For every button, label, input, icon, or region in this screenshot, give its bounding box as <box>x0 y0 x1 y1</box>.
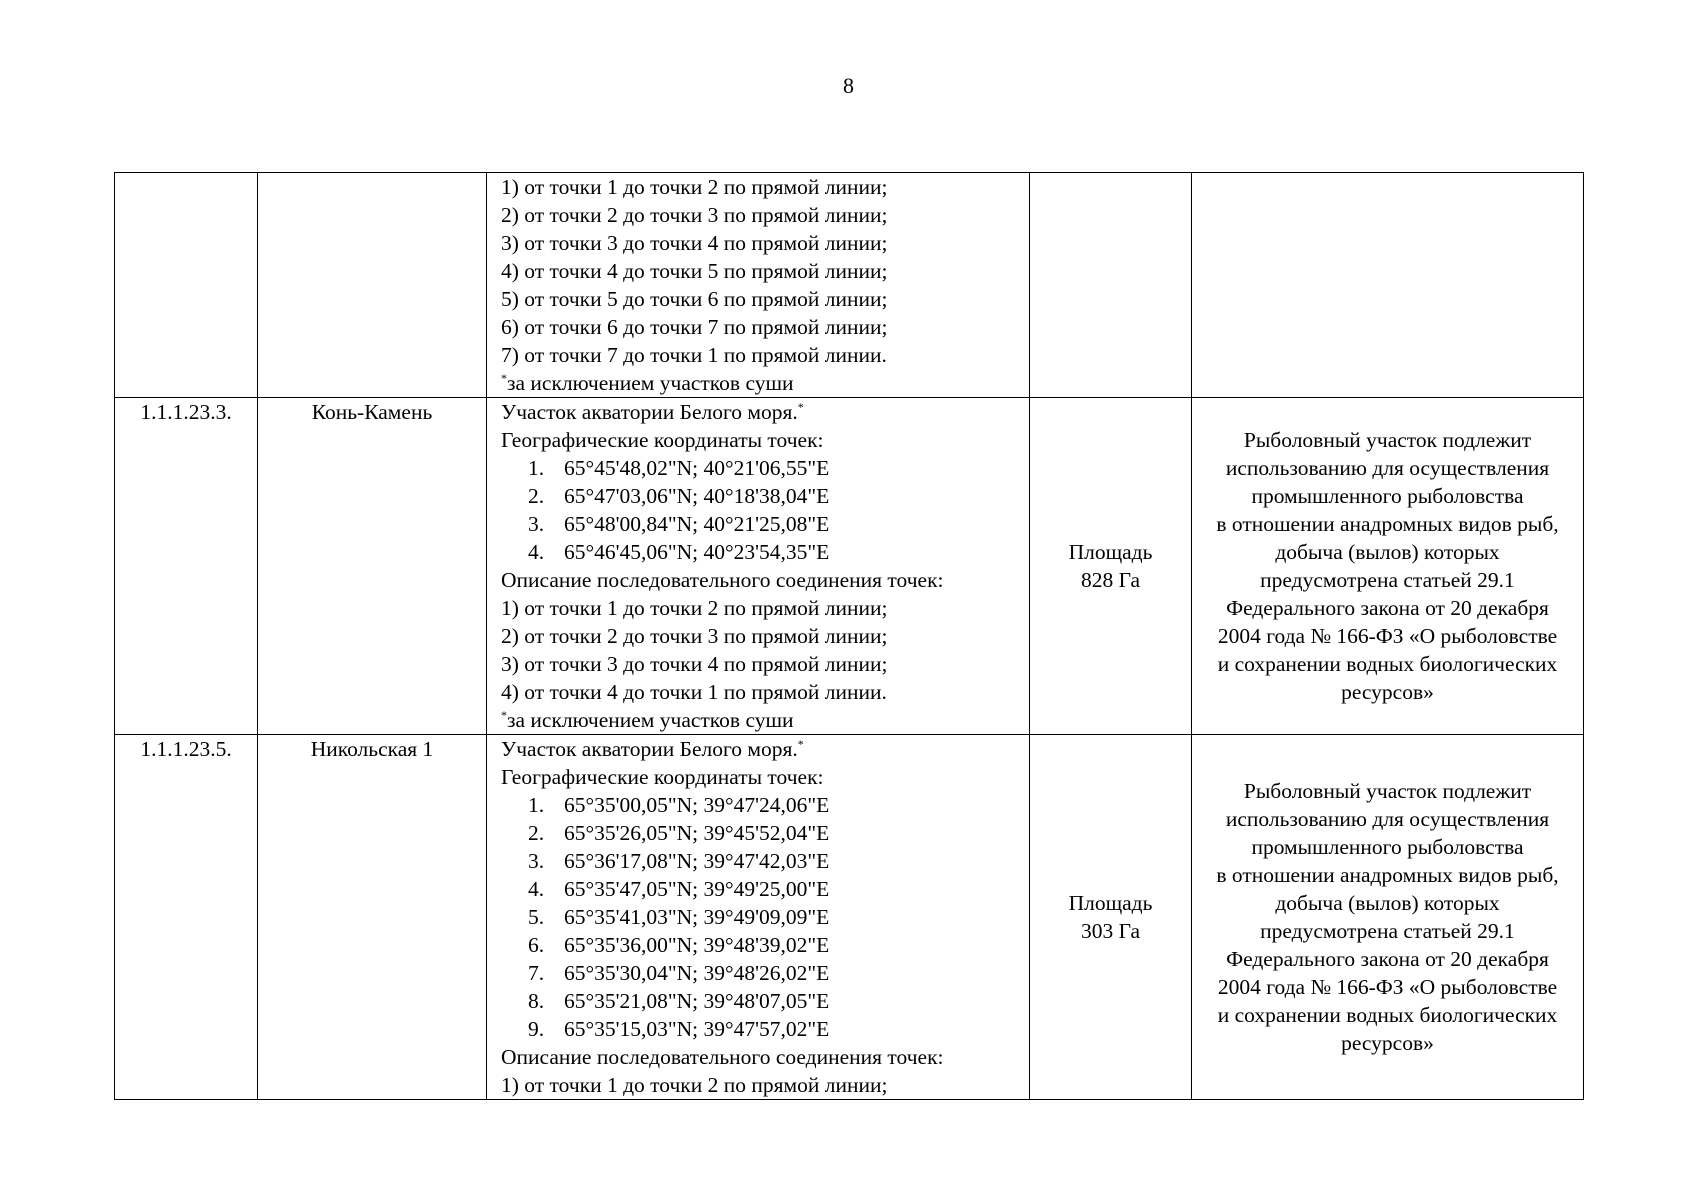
footnote-line <box>501 369 1025 397</box>
row-number-cell: 1.1.1.23.5. <box>115 735 258 1100</box>
coordinate-value: 65°35'15,03"N; 39°47'57,02"E <box>564 1017 830 1041</box>
coordinate-item <box>501 903 1025 931</box>
fishing-areas-table <box>114 172 1584 1100</box>
coordinate-item <box>501 454 1025 482</box>
purpose-line: Рыболовный участок подлежит <box>1243 779 1532 803</box>
purpose-line: и сохранении водных биологических <box>1217 652 1558 676</box>
footnote-line <box>501 706 1025 734</box>
footnote-mark: * <box>797 736 804 751</box>
coordinate-value: 65°36'17,08"N; 39°47'42,03"E <box>564 849 830 873</box>
area-description-cell <box>487 173 1030 398</box>
purpose-line: и сохранении водных биологических <box>1217 1003 1558 1027</box>
coordinate-index: 4. <box>528 877 545 901</box>
route-line: 3) от точки 3 до точки 4 по прямой линии; <box>501 652 888 676</box>
coordinate-item <box>501 931 1025 959</box>
purpose-line: в отношении анадромных видов рыб, <box>1216 512 1559 536</box>
footnote-text: за исключением участков суши <box>507 708 794 732</box>
table-row <box>115 398 1584 735</box>
purpose-line: Федерального закона от 20 декабря <box>1226 596 1549 620</box>
area-description-cell <box>487 398 1030 735</box>
area-title-text: Участок акватории Белого моря. <box>501 737 798 761</box>
coordinate-index: 2. <box>528 484 545 508</box>
coordinate-index: 6. <box>528 933 545 957</box>
route-line: 2) от точки 2 до точки 3 по прямой линии; <box>501 203 888 227</box>
purpose-line: предусмотрена статьей 29.1 <box>1260 568 1515 592</box>
coordinate-value: 65°35'36,00"N; 39°48'39,02"E <box>564 933 830 957</box>
coordinate-index: 2. <box>528 821 545 845</box>
route-line: 4) от точки 4 до точки 5 по прямой линии; <box>501 259 888 283</box>
coordinate-item <box>501 482 1025 510</box>
area-size-cell <box>1030 173 1192 398</box>
coordinate-value: 65°47'03,06"N; 40°18'38,04"E <box>564 484 830 508</box>
row-number-cell: 1.1.1.23.3. <box>115 398 258 735</box>
coordinate-value: 65°46'45,06"N; 40°23'54,35"E <box>564 540 830 564</box>
coordinate-value: 65°35'41,03"N; 39°49'09,09"E <box>564 905 830 929</box>
area-value: 303 Га <box>1080 919 1141 943</box>
area-name-cell <box>258 173 487 398</box>
coordinate-value: 65°35'30,04"N; 39°48'26,02"E <box>564 961 830 985</box>
route-line: 1) от точки 1 до точки 2 по прямой линии; <box>501 596 888 620</box>
coordinate-value: 65°35'26,05"N; 39°45'52,04"E <box>564 821 830 845</box>
coords-title: Географические координаты точек: <box>501 765 824 789</box>
coordinate-item <box>501 538 1025 566</box>
coords-title: Географические координаты точек: <box>501 428 824 452</box>
table-row <box>115 735 1584 1100</box>
coordinate-index: 9. <box>528 1017 545 1041</box>
route-line: 4) от точки 4 до точки 1 по прямой линии. <box>501 680 887 704</box>
purpose-line: 2004 года № 166-ФЗ «О рыболовстве <box>1217 975 1558 999</box>
coordinate-item <box>501 791 1025 819</box>
coordinate-item <box>501 510 1025 538</box>
coordinate-index: 8. <box>528 989 545 1013</box>
purpose-cell <box>1192 735 1584 1100</box>
coordinate-index: 4. <box>528 540 545 564</box>
purpose-cell <box>1192 173 1584 398</box>
purpose-line: Рыболовный участок подлежит <box>1243 428 1532 452</box>
route-line: 7) от точки 7 до точки 1 по прямой линии. <box>501 343 887 367</box>
area-name-cell: Конь-Камень <box>258 398 487 735</box>
route-line: 3) от точки 3 до точки 4 по прямой линии; <box>501 231 888 255</box>
route-line: 6) от точки 6 до точки 7 по прямой линии; <box>501 315 888 339</box>
coordinate-item <box>501 875 1025 903</box>
area-name-cell: Никольская 1 <box>258 735 487 1100</box>
coordinate-index: 3. <box>528 849 545 873</box>
coordinate-index: 7. <box>528 961 545 985</box>
footnote-mark: * <box>501 707 507 722</box>
area-label: Площадь <box>1068 540 1153 564</box>
purpose-line: ресурсов» <box>1341 680 1434 704</box>
purpose-line: добыча (вылов) которых <box>1275 540 1500 564</box>
purpose-line: промышленного рыболовства <box>1251 835 1524 859</box>
area-title-text: Участок акватории Белого моря. <box>501 400 798 424</box>
coordinate-value: 65°48'00,84"N; 40°21'25,08"E <box>564 512 830 536</box>
route-title: Описание последовательного соединения точек: <box>501 1045 944 1069</box>
coordinate-index: 1. <box>528 456 545 480</box>
route-line: 5) от точки 5 до точки 6 по прямой линии; <box>501 287 888 311</box>
coordinate-item <box>501 819 1025 847</box>
purpose-line: использованию для осуществления <box>1225 456 1550 480</box>
coordinate-item <box>501 959 1025 987</box>
route-line: 2) от точки 2 до точки 3 по прямой линии; <box>501 624 888 648</box>
area-title <box>501 735 1025 763</box>
area-label: Площадь <box>1068 891 1153 915</box>
route-title: Описание последовательного соединения точек: <box>501 568 944 592</box>
coordinate-item <box>501 987 1025 1015</box>
coordinate-value: 65°45'48,02"N; 40°21'06,55"E <box>564 456 830 480</box>
purpose-line: предусмотрена статьей 29.1 <box>1260 919 1515 943</box>
coordinate-index: 3. <box>528 512 545 536</box>
purpose-line: ресурсов» <box>1341 1031 1434 1055</box>
route-line: 1) от точки 1 до точки 2 по прямой линии; <box>501 1073 888 1097</box>
purpose-line: в отношении анадромных видов рыб, <box>1216 863 1559 887</box>
coordinate-value: 65°35'47,05"N; 39°49'25,00"E <box>564 877 830 901</box>
row-number-cell <box>115 173 258 398</box>
area-description-cell <box>487 735 1030 1100</box>
coordinate-index: 5. <box>528 905 545 929</box>
area-title <box>501 398 1025 426</box>
area-value: 828 Га <box>1080 568 1141 592</box>
purpose-line: промышленного рыболовства <box>1251 484 1524 508</box>
coordinate-value: 65°35'21,08"N; 39°48'07,05"E <box>564 989 830 1013</box>
purpose-line: Федерального закона от 20 декабря <box>1226 947 1549 971</box>
area-size-cell <box>1030 398 1192 735</box>
coordinate-item <box>501 1015 1025 1043</box>
coordinate-index: 1. <box>528 793 545 817</box>
purpose-line: 2004 года № 166-ФЗ «О рыболовстве <box>1217 624 1558 648</box>
footnote-mark: * <box>797 399 804 414</box>
purpose-line: использованию для осуществления <box>1225 807 1550 831</box>
route-line: 1) от точки 1 до точки 2 по прямой линии; <box>501 175 888 199</box>
purpose-cell <box>1192 398 1584 735</box>
footnote-text: за исключением участков суши <box>507 371 794 395</box>
page-number: 8 <box>843 73 854 98</box>
footnote-mark: * <box>501 370 507 385</box>
area-size-cell <box>1030 735 1192 1100</box>
coordinate-value: 65°35'00,05"N; 39°47'24,06"E <box>564 793 830 817</box>
table-row <box>115 173 1584 398</box>
coordinate-item <box>501 847 1025 875</box>
purpose-line: добыча (вылов) которых <box>1275 891 1500 915</box>
